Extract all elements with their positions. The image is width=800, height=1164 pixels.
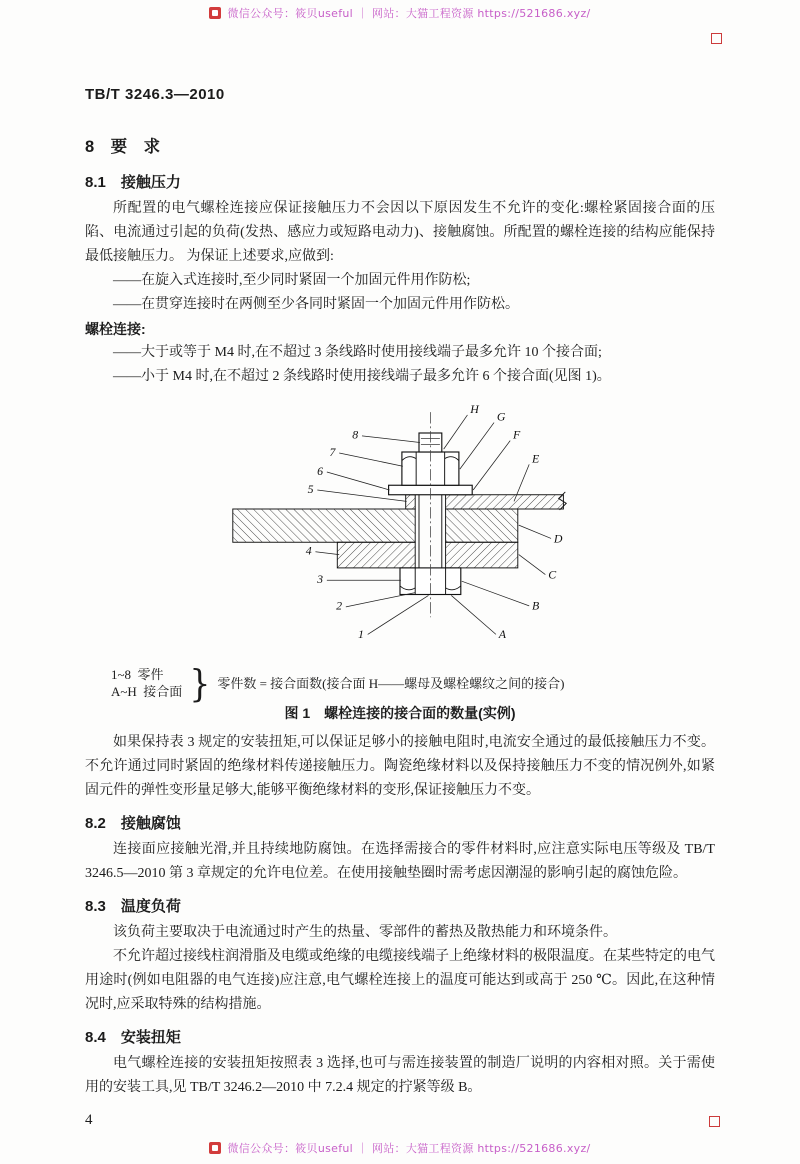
figure-face-label: E: [532, 451, 540, 466]
figure-legend: [111, 661, 715, 705]
watermark-top: [0, 5, 800, 21]
bolt-connection-label: 螺栓连接:: [85, 321, 146, 337]
figure-1-drawing: [219, 395, 581, 661]
wechat-badge-icon: [209, 1142, 221, 1154]
watermark-bottom: [0, 1140, 800, 1156]
figure-face-label: F: [513, 427, 521, 442]
figure-part-label: 1: [357, 627, 364, 642]
figure-face-label: H: [470, 402, 479, 417]
badge-dot-icon: [212, 1145, 218, 1151]
busbar-plate-right: [446, 509, 518, 542]
terminal-lug-top-left: [406, 495, 416, 509]
terminal-lug-top-right: [446, 495, 564, 509]
dash-item-through: ——在贯穿连接时在两侧至少各同时紧固一个加固元件用作防松。: [113, 297, 519, 312]
figure-1: [85, 395, 715, 666]
section-8-1-heading: 8.1 接触压力: [85, 174, 181, 191]
figure-part-label: 4: [305, 543, 312, 558]
figure-part-label: 8: [352, 427, 359, 442]
paragraph-contact-pressure-intro: 所配置的电气螺栓连接应保证接触压力不会因以下原因发生不允许的变化:螺栓紧固接合面的压陷、电流通过引起的负荷(发热、感应力或短路电动力)、接触腐蚀。所配置的螺栓连接的结构应能保持最低接触压力。 为保证上述要求,应做到:: [85, 201, 715, 264]
figure-part-label: 7: [329, 444, 336, 459]
busbar-plate-left: [233, 509, 415, 542]
figure-face-label: D: [553, 531, 563, 546]
watermark-bottom-text: 微信公众号：筱贝useful ｜ 网站：大猫工程资源 https://521686.xyz/: [227, 1142, 591, 1155]
paragraph-contact-corrosion: 连接面应接触光滑,并且持续地防腐蚀。在选择需接合的零件材料时,应注意实际电压等级及 TB/T 3246.5—2010 第 3 章规定的允许电位差。在使用接触垫圈时需考虑因潮湿的影响引起的腐蚀危险。: [85, 842, 715, 881]
figure-face-label: B: [532, 598, 540, 613]
document-page-content: [85, 86, 715, 1129]
paragraph-temperature-load-2: 不允许超过接线柱润滑脂及电缆或绝缘的电缆接线端子上绝缘材料的极限温度。在某些特定的电气用途时(例如电阻器的电气连接)应注意,电气螺栓连接上的温度可能达到或高于 250 ℃。因此,在这种情况时,应采取特殊的结构措施。: [85, 949, 715, 1012]
figure-face-label: A: [498, 627, 507, 642]
wechat-badge-icon: [209, 7, 221, 19]
doc-number: TB/T 3246.3—2010: [85, 86, 225, 103]
figure-part-label: 3: [317, 572, 324, 587]
seal-mark-icon-top: [711, 33, 722, 44]
watermark-top-text: 微信公众号：筱贝useful ｜ 网站：大猫工程资源 https://521686.xyz/: [227, 7, 591, 20]
figure-1-caption: 图 1 螺栓连接的接合面的数量(实例): [284, 705, 516, 721]
figure-part-label: 6: [317, 463, 324, 478]
dash-item-m4-greater: ——大于或等于 M4 时,在不超过 3 条线路时使用接线端子最多允许 10 个接合面;: [113, 345, 602, 360]
section-8-4-heading: 8.4 安装扭矩: [85, 1029, 181, 1046]
paragraph-torque-resistance: 如果保持表 3 规定的安装扭矩,可以保证足够小的接触电阻时,电流安全通过的最低接触压力不变。不允许通过同时紧固的绝缘材料传递接触压力。陶瓷绝缘材料以及保持接触压力不变的情况例外,如紧固元件的弹性变形量足够大,能够平衡绝缘材料的变形,保证接触压力不变。: [85, 735, 715, 798]
dash-item-screw-in: ——在旋入式连接时,至少同时紧固一个加固元件用作防松;: [113, 273, 471, 288]
section-8-2-heading: 8.2 接触腐蚀: [85, 815, 181, 832]
figure-part-label: 2: [336, 598, 343, 613]
chapter-8-heading: 8 要 求: [85, 138, 161, 156]
page-number: 4: [85, 1112, 93, 1128]
figure-face-label: C: [548, 567, 557, 582]
badge-dot-icon: [212, 10, 218, 16]
legend-parts-line: 1~8 零件: [111, 667, 164, 682]
legend-faces-line: A~H 接合面: [111, 684, 183, 699]
dash-item-m4-less: ——小于 M4 时,在不超过 2 条线路时使用接线端子最多允许 6 个接合面(见图 1)。: [113, 369, 611, 384]
terminal-lug-bottom-right: [446, 542, 518, 568]
paragraph-temperature-load-1: 该负荷主要取决于电流通过时产生的热量、零部件的蓄热及散热能力和环境条件。: [113, 925, 617, 940]
legend-key-column: [111, 666, 182, 700]
legend-note: 零件数 = 接合面数(接合面 H——螺母及螺栓螺纹之间的接合): [217, 675, 565, 691]
seal-mark-icon-bottom: [709, 1116, 720, 1127]
legend-brace: }: [189, 661, 211, 705]
figure-part-label: 5: [307, 481, 314, 496]
terminal-lug-bottom-left: [337, 542, 415, 568]
paragraph-installation-torque: 电气螺栓连接的安装扭矩按照表 3 选择,也可与需连接装置的制造厂说明的内容相对照。关于需使用的安装工具,见 TB/T 3246.2—2010 中 7.2.4 规定的拧紧等级 B。: [85, 1056, 715, 1095]
plates-group: [233, 495, 564, 568]
figure-face-label: G: [496, 409, 506, 424]
section-8-3-heading: 8.3 温度负荷: [85, 898, 181, 915]
